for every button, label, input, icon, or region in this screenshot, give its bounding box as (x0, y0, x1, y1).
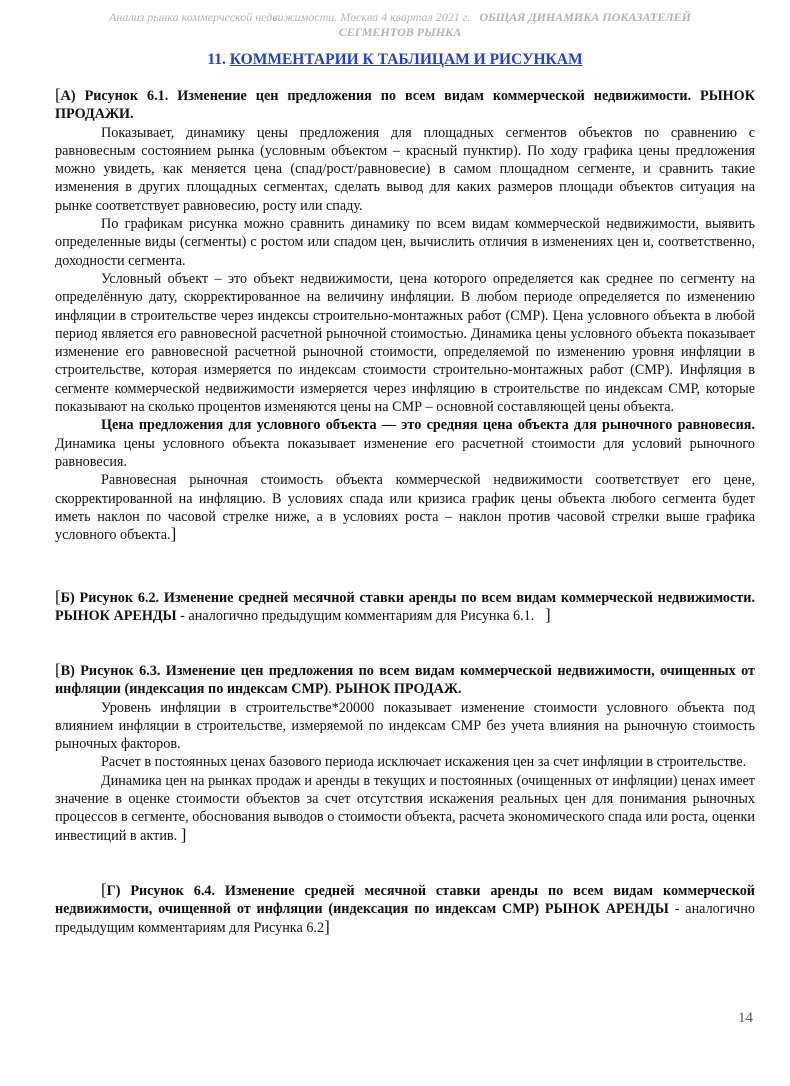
header-report-title: Анализ рынка коммерческой недвижимости. Москва 4 квартал 2021 г. (109, 10, 471, 24)
block-b-heading: [Б) Рисунок 6.2. Изменение средней месячной ставки аренды по всем видам коммерческой недвижимости. РЫНОК АРЕНДЫ - аналогично предыдущим комментариям для Рисунка 6.1. ] (55, 587, 755, 625)
block-a-paragraph: Равновесная рыночная стоимость объекта коммерческой недвижимости соответствует его цене, скорректированной на инфляцию. В условиях спада или кризиса график цены объекта любого сегмента будет иметь наклон по часовой стрелке ниже, а в условиях роста – наклон против часовой стрелки выше графика условного объекта.] (55, 472, 755, 544)
page-number: 14 (738, 1010, 753, 1026)
header-chapter-title: ОБЩАЯ ДИНАМИКА ПОКАЗАТЕЛЕЙ (479, 10, 691, 24)
comment-block-a (55, 87, 755, 544)
open-bracket: [ (55, 660, 61, 679)
comment-block-v (55, 662, 755, 845)
block-v-paragraph: Динамика цен на рынках продаж и аренды в текущих и постоянных (очищенных от инфляции) ценах имеет значение в оценке стоимости объектов за счет отсутствия искажения реальных цен для понимания рыночных процессов в сегменте, обоснования выводов о стоимости объекта, расчета экономического спада или роста, оценки инвестиций в актив. ] (55, 772, 755, 844)
block-a-paragraph: Показывает, динамику цены предложения для площадных сегментов объектов по сравнению с равновесным состоянием рынка (условным объектом – красный пунктир). По ходу графика цены предложения можно увидеть, как меняется цена (спад/рост/равновесие) в самом площадном сегменте, и сравнить такие изменения в других площадных сегментах, сделать вывод для каких размеров площади объектов ситуация на рынке соответствует равновесию, росту или спаду. (55, 124, 755, 214)
section-title-text: КОММЕНТАРИИ К ТАБЛИЦАМ И РИСУНКАМ (229, 51, 583, 68)
block-v-paragraph: Уровень инфляции в строительстве*20000 показывает изменение стоимости условного объекта под влиянием инфляции в строительстве, измеряемой по индексам СМР без учета влияния на рыночную стоимость рыночных факторов. (55, 699, 755, 753)
comment-block-b (55, 589, 755, 626)
close-bracket: ] (180, 824, 187, 844)
block-v-paragraph: Расчет в постоянных ценах базового периода исключает искажения цен за счет инфляции в строительстве. (101, 754, 747, 771)
block-a-paragraph: Цена предложения для условного объекта — это средняя цена объекта для рыночного равновесия. Динамика цены условного объекта показывает изменение его расчетной стоимости для условий рыночного равновесия. (55, 417, 755, 470)
close-bracket: ] (544, 605, 551, 625)
comment-block-g (55, 882, 755, 937)
block-a-heading: [А) Рисунок 6.1. Изменение цен предложения по всем видам коммерческой недвижимости. РЫНОК ПРОДАЖИ. (55, 85, 755, 123)
block-v-heading: [В) Рисунок 6.3. Изменение цен предложения по всем видам коммерческой недвижимости, очищенных от инфляции (индексация по индексам СМР). РЫНОК ПРОДАЖ. (55, 660, 755, 698)
open-bracket: [ (55, 587, 61, 606)
header-chapter-title-cont: СЕГМЕНТОВ РЫНКА (338, 25, 462, 39)
running-header (40, 10, 760, 40)
block-a-paragraph: По графикам рисунка можно сравнить динамику по всем видам коммерческой недвижимости, выявить определенные виды (сегменты) с ростом или спадом цен, вычислить отличия в изменениях цен и, соответственно, доходности сегмента. (55, 216, 755, 269)
open-bracket: [ (101, 880, 107, 899)
section-title (0, 51, 790, 69)
block-g-heading: [Г) Рисунок 6.4. Изменение средней месячной ставки аренды по всем видам коммерческой недвижимости, очищенной от инфляции (индексация по индексам СМР) РЫНОК АРЕНДЫ - аналогично предыдущим комментариям для Рисунка 6.2] (55, 880, 755, 936)
section-number: 11. (207, 51, 226, 68)
open-bracket: [ (55, 85, 61, 104)
bold-definition: Цена предложения для условного объекта — это средняя цена объекта для рыночного равновесия. (101, 417, 755, 434)
block-a-paragraph: Условный объект – это объект недвижимости, цена которого определяется как среднее по сегменту на определённую дату, скорректированное на величину инфляции. В любом периоде определяется по изменению инфляции в строительстве через индексы строительно-монтажных работ (СМР). Цена условного объекта в любой период является его равновесной расчетной рыночной стоимостью. Динамика цены условного объекта показывает изменение его равновесной расчетной рыночной стоимости, определяемой по изменению уровня инфляции в строительстве, которая измеряется по индексам стоимости строительно-монтажных работ (СМР). Инфляция в сегменте коммерческой недвижимости измеряется через инфляцию в строительстве по индексам СМР, которые показывают на сколько процентов изменяются цены на СМР – основной составляющей цены объекта. (55, 270, 755, 416)
close-bracket: ] (324, 916, 330, 936)
close-bracket: ] (170, 524, 177, 544)
